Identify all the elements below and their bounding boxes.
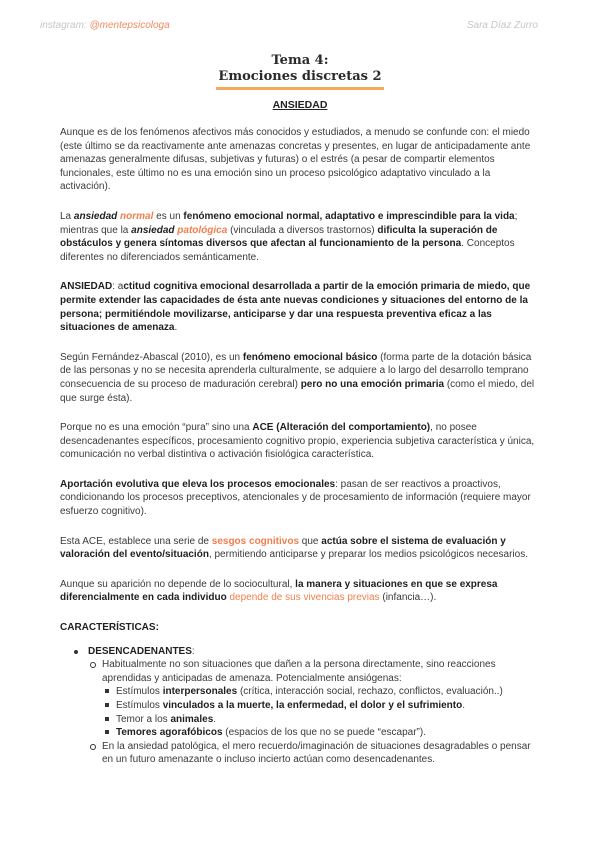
paragraph-fernandez-abascal: Según Fernández-Abascal (2010), es un fenómeno emocional básico (forma parte de la dotación básica de las personas y no se necesita aprenderla culturalmente, se adquiere a lo largo del desarrollo temprano consecuencia de su proceso de maduración cerebral) pero no una emoción primaria (como el miedo, del que surge ésta). — [60, 351, 535, 404]
page-title: Tema 4: Emociones discretas 2 — [0, 53, 600, 90]
section-heading: CARACTERÍSTICAS: — [60, 622, 159, 634]
paragraph-sociocultural: Aunque su aparición no depende de lo sociocultural, la manera y situaciones en que se expresa diferencialmente en cada individuo depende de sus vivencias previas (infancia…). — [60, 578, 498, 604]
list-item: Estímulos interpersonales (crítica, interacción social, rechazo, conflictos, evaluación..) — [102, 685, 538, 699]
paragraph-intro: Aunque es de los fenómenos afectivos más conocidos y estudiados, a menudo se confunde con: el miedo (este último se da reactivamente ante amenazas concretas y presentes, en lugar de anticipadamente ante amenazas generalmente difusas, subjetivas y futuras) o el estrés (a pesar de compartir elementos funcionales, este último no es una emoción sino un proceso psicológico adaptativo vinculado a la activación). — [60, 127, 531, 193]
list-item: En la ansiedad patológica, el mero recuerdo/imaginación de situaciones desagradables o pensar en un futuro amenazante o incluso incierto actúan como desencadenantes. — [88, 740, 538, 767]
body-content — [60, 126, 538, 767]
list-item: Habitualmente no son situaciones que dañen a la persona directamente, sino reacciones aprendidas y anticipadas de amenaza. Potencialmente ansiógenas: Estímulos interpersonales (crítica, interacción social, rechazo, conflictos, evaluación..) Estímulos vinculados a la muerte, la enfermedad, el dolor y el sufrimiento. Temor a los animales. Temores agorafóbicos (espacios de los que no se puede “escapar”). — [88, 658, 538, 740]
paragraph-ace: Porque no es una emoción “pura” sino una ACE (Alteración del comportamiento), no posee desencadenantes específicos, procesamiento cognitivo propio, experiencia subjetiva característica y única, comunicación no verbal distintiva o activación fisiológica característica. — [60, 422, 535, 461]
header-author: Sara Díaz Zurro — [466, 20, 538, 31]
title-highlight: Emociones discretas 2 — [216, 69, 383, 90]
paragraph-evolutionary: Aportación evolutiva que eleva los procesos emocionales: pasan de ser reactivos a proactivos, condicionando los procesos preceptivos, atencionales y de procesamiento de información (requiere mayor esfuerzo cognitivo). — [60, 478, 531, 518]
paragraph-normal-vs-pathological: La ansiedad normal es un fenómeno emocional normal, adaptativo e imprescindible para la vida; mientras que la ansiedad patológica (vinculada a diversos trastornos) dificulta la superación de obstáculos y genera síntomas diversos que afectan al funcionamiento de la persona. Conceptos diferentes no diferenciados semánticamente. — [60, 210, 518, 263]
characteristics-list — [60, 645, 538, 767]
list-item: Temor a los animales. — [102, 713, 538, 727]
instagram-handle: @mentepsicologa — [89, 20, 170, 31]
header-instagram: instagram: @mentepsicologa — [40, 20, 170, 31]
paragraph-cognitive-biases: Esta ACE, establece una serie de sesgos cognitivos que actúa sobre el sistema de evaluación y valoración del evento/situación, permitiendo anticiparse y preparar los medios psicológicos necesarios. — [60, 535, 528, 561]
paragraph-definition: ANSIEDAD: actitud cognitiva emocional desarrollada a partir de la emoción primaria de miedo, que permite extender las capacidades de ésta ante nuevas condiciones y situaciones del entorno de la persona; permitiéndole movilizarse, anticiparse y dar una respuesta preventiva eficaz a las situaciones de amenaza. — [60, 281, 531, 334]
list-item: Temores agorafóbicos (espacios de los que no se puede “escapar”). — [102, 726, 538, 740]
list-item: Estímulos vinculados a la muerte, la enfermedad, el dolor y el sufrimiento. — [102, 699, 538, 713]
section-subtitle: ANSIEDAD — [272, 99, 328, 111]
list-item: DESENCADENANTES: Habitualmente no son situaciones que dañen a la persona directamente, sino reacciones aprendidas y anticipadas de amenaza. Potencialmente ansiógenas: Estímulos interpersonales (crítica, interacción social, rechazo, conflictos, evaluación..) Estímulos vinculados a la muerte, la enfermedad, el dolor y el sufrimiento. Temor a los animales. Temores agorafóbicos (espacios de los que no se puede “escapar”). En la ansiedad patológica, el mero recuerdo/imaginación de situaciones desagradables o pensar en un futuro amenazante o incluso incierto actúan como desencadenantes. — [60, 645, 538, 767]
